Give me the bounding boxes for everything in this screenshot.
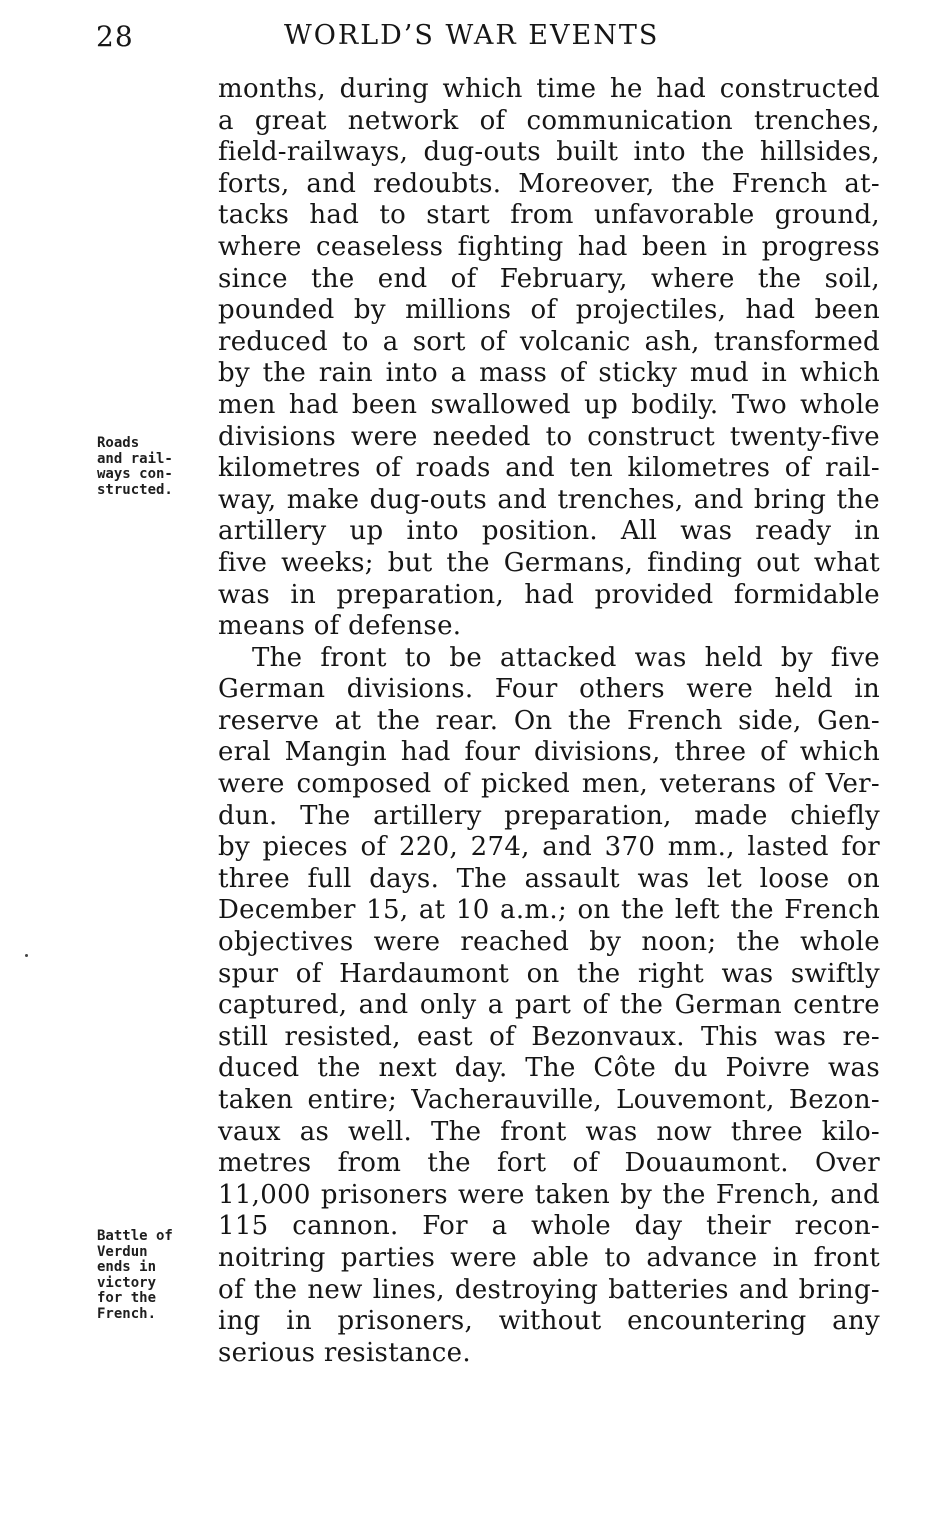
text-line: men had been swallowed up bodily. Two whole — [218, 389, 880, 420]
text-line: reduced to a sort of volcanic ash, transformed — [218, 326, 880, 357]
sidenote-line: for the — [97, 1290, 157, 1306]
text-line: divisions were needed to construct twenty-five — [218, 421, 880, 452]
sidenote-line: ways con- — [97, 466, 173, 482]
text-line: a great network of communication trenches, — [218, 105, 880, 136]
page-number: 28 — [96, 20, 134, 53]
text-line: five weeks; but the Germans, finding out what — [218, 547, 880, 578]
text-line: German divisions. Four others were held in — [218, 674, 880, 705]
sidenote-line: and rail- — [97, 450, 173, 467]
text-line: pounded by millions of projectiles, had been — [218, 295, 880, 326]
text-line: The front to be attacked was held by five — [252, 642, 880, 673]
text-line: by the rain into a mass of sticky mud in which — [218, 358, 880, 389]
text-line: objectives were reached by noon; the whole — [218, 927, 880, 958]
text-line: were composed of picked men, veterans of Ver- — [218, 769, 880, 800]
text-line: metres from the fort of Douaumont. Over — [218, 1148, 880, 1179]
sidenote-line: victory — [97, 1274, 157, 1291]
sidenote-battle-of-verdun — [97, 1229, 173, 1322]
text-line: 115 cannon. For a whole day their recon- — [218, 1211, 880, 1242]
text-line: months, during which time he had constructed — [218, 74, 880, 104]
running-head: WORLD’S WAR EVENTS — [284, 20, 660, 51]
body-text — [218, 74, 880, 1369]
text-line: December 15, at 10 a.m.; on the left the French — [218, 895, 880, 926]
sidenote-line: structed. — [97, 481, 173, 498]
page-header — [96, 16, 880, 56]
text-line: reserve at the rear. On the French side, Gen- — [218, 705, 880, 736]
text-line: was in preparation, had provided formidable — [218, 579, 880, 610]
text-line: duced the next day. The Côte du Poivre was — [218, 1053, 880, 1084]
print-speck — [25, 954, 28, 957]
text-line: serious resistance. — [218, 1337, 471, 1368]
sidenote-line: French. — [97, 1305, 157, 1322]
sidenote-roads-constructed — [97, 436, 173, 498]
text-line: still resisted, east of Bezonvaux. This was re- — [218, 1021, 880, 1052]
text-line: way, make dug-outs and trenches, and bring the — [218, 484, 880, 515]
text-line: field-railways, dug-outs built into the hillsides, — [218, 137, 880, 168]
text-line: spur of Hardaumont on the right was swiftly — [218, 958, 880, 989]
text-line: kilometres of roads and ten kilometres of rail- — [218, 453, 880, 484]
sidenote-line: ends in — [97, 1259, 157, 1275]
text-line: tacks had to start from unfavorable ground, — [218, 200, 880, 231]
sidenote-line: Roads — [97, 435, 140, 451]
text-line: by pieces of 220, 274, and 370 mm., lasted for — [218, 832, 880, 863]
text-line: of the new lines, destroying batteries and bring- — [218, 1274, 880, 1305]
text-line: dun. The artillery preparation, made chiefly — [218, 800, 880, 831]
text-line: means of defense. — [218, 611, 462, 642]
text-line: vaux as well. The front was now three kilo- — [218, 1116, 880, 1147]
text-line: captured, and only a part of the German centre — [218, 990, 880, 1021]
text-line: eral Mangin had four divisions, three of which — [218, 737, 880, 768]
text-line: 11,000 prisoners were taken by the French, and — [218, 1179, 880, 1210]
text-line: where ceaseless fighting had been in progress — [218, 231, 880, 262]
sidenote-line: Battle of — [97, 1228, 173, 1244]
text-line: ing in prisoners, without encountering any — [218, 1306, 880, 1337]
text-line: since the end of February, where the soil, — [218, 263, 880, 294]
sidenote-line: Verdun — [97, 1243, 148, 1260]
text-line: three full days. The assault was let loose on — [218, 863, 880, 894]
text-line: artillery up into position. All was ready in — [218, 516, 880, 547]
text-line: forts, and redoubts. Moreover, the French at- — [218, 168, 880, 199]
text-line: noitring parties were able to advance in front — [218, 1242, 880, 1273]
text-line: taken entire; Vacherauville, Louvemont, Bezon- — [218, 1085, 880, 1115]
